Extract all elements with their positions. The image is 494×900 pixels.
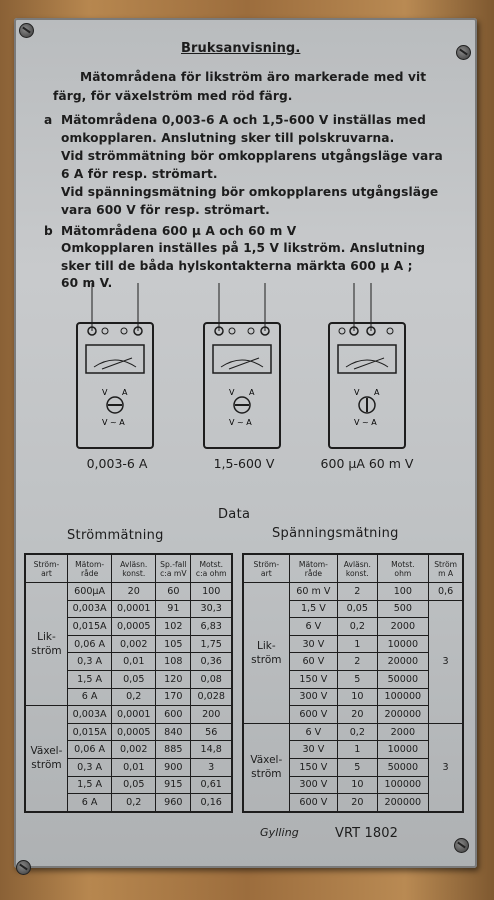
table-cell: 50000 xyxy=(377,670,429,688)
table-cell: 0,0001 xyxy=(112,600,156,618)
table-cell: 0,002 xyxy=(112,635,156,653)
table-cell: 20 xyxy=(112,583,156,601)
table-cell: 600 V xyxy=(289,706,338,724)
table-cell: 0,16 xyxy=(191,794,232,812)
table-cell: 200 xyxy=(191,706,232,724)
table-cell: 0,015A xyxy=(67,618,111,636)
meter-caption: 600 µA 60 m V xyxy=(320,456,414,471)
current-cell: 3 xyxy=(429,723,463,811)
svg-text:A: A xyxy=(122,388,128,397)
table-cell: 0,3 A xyxy=(67,653,111,671)
table-cell: 885 xyxy=(156,741,191,759)
table-cell: 0,01 xyxy=(112,653,156,671)
table-cell: 1,5 V xyxy=(289,600,338,618)
table-cell: 600 xyxy=(156,706,191,724)
table-cell: 0,08 xyxy=(191,670,232,688)
table-cell: 6 V xyxy=(289,618,338,636)
table-cell: 840 xyxy=(156,723,191,741)
table-cell: 20 xyxy=(338,794,377,812)
current-table xyxy=(24,553,233,813)
svg-text:V ~ A: V ~ A xyxy=(102,418,125,427)
intro-line-2: färg, för växelström med röd färg. xyxy=(53,89,293,103)
current-cell: 3 xyxy=(429,600,463,723)
maker-logo: Gylling xyxy=(260,826,299,839)
table-cell: 60 m V xyxy=(289,583,338,601)
table-row xyxy=(243,723,463,741)
table-cell: 600µA xyxy=(67,583,111,601)
table-cell: 50000 xyxy=(377,758,429,776)
column-header: Sp.-fall c:a mV xyxy=(156,554,191,583)
table-header-row xyxy=(243,554,463,583)
screw-icon xyxy=(456,45,471,60)
table-cell: 1,5 A xyxy=(67,670,111,688)
table-cell: 0,05 xyxy=(338,600,377,618)
column-header: Motst. ohm xyxy=(377,554,429,583)
table-cell: 91 xyxy=(156,600,191,618)
column-header: Ström- art xyxy=(243,554,289,583)
item-a-line: Mätområdena 0,003-6 A och 1,5-600 V inställas med xyxy=(61,113,426,127)
table-cell: 0,2 xyxy=(338,618,377,636)
table-cell: 5 xyxy=(338,758,377,776)
table-cell: 100000 xyxy=(377,688,429,706)
table-cell: 30 V xyxy=(289,741,338,759)
column-header: Mätom- råde xyxy=(67,554,111,583)
table-cell: 1 xyxy=(338,635,377,653)
table-cell: 100 xyxy=(377,583,429,601)
table-cell: 0,36 xyxy=(191,653,232,671)
table-cell: 10 xyxy=(338,776,377,794)
table-cell: 3 xyxy=(191,758,232,776)
table-cell: 150 V xyxy=(289,758,338,776)
table-cell: 0,2 xyxy=(338,723,377,741)
table-cell: 30,3 xyxy=(191,600,232,618)
table-cell: 14,8 xyxy=(191,741,232,759)
column-header: Ström m A xyxy=(429,554,463,583)
voltage-table xyxy=(242,553,464,813)
table-cell: 2000 xyxy=(377,723,429,741)
column-header: Avläsn. konst. xyxy=(112,554,156,583)
table-cell: 0,0001 xyxy=(112,706,156,724)
item-a-line: 6 A för resp. strömart. xyxy=(61,167,218,181)
item-a-label: a xyxy=(44,113,53,127)
column-header: Mätom- råde xyxy=(289,554,338,583)
svg-text:V: V xyxy=(102,388,108,397)
item-b-line: sker till de båda hylskontakterna märkta 600 µ A ; xyxy=(61,259,413,273)
table-cell: 0,06 A xyxy=(67,635,111,653)
item-a-line: Vid strömmätning bör omkopplarens utgångsläge vara xyxy=(61,149,443,163)
table-cell: 10000 xyxy=(377,741,429,759)
table-cell: 10 xyxy=(338,688,377,706)
svg-text:A: A xyxy=(249,388,255,397)
column-header: Avläsn. konst. xyxy=(338,554,377,583)
table-cell: 6 A xyxy=(67,688,111,706)
column-header: Ström- art xyxy=(25,554,67,583)
table-cell: 0,06 A xyxy=(67,741,111,759)
table-cell: 1 xyxy=(338,741,377,759)
table-cell: 6,83 xyxy=(191,618,232,636)
voltage-heading: Spänningsmätning xyxy=(272,526,399,541)
table-cell: 2 xyxy=(338,653,377,671)
table-cell: 0,002 xyxy=(112,741,156,759)
table-cell: 0,3 A xyxy=(67,758,111,776)
screw-icon xyxy=(16,860,31,875)
table-cell: 170 xyxy=(156,688,191,706)
table-cell: 100000 xyxy=(377,776,429,794)
item-a-line: omkopplaren. Anslutning sker till polskruvarna. xyxy=(61,131,395,145)
meter-caption: 0,003-6 A xyxy=(86,456,148,471)
table-cell: 20 xyxy=(338,706,377,724)
svg-text:V: V xyxy=(354,388,360,397)
current-heading: Strömmätning xyxy=(67,528,164,543)
table-cell: 2 xyxy=(338,583,377,601)
table-cell: 0,028 xyxy=(191,688,232,706)
item-b-line: 60 m V. xyxy=(61,276,113,290)
meter-diagram-icon xyxy=(72,283,162,453)
table-cell: 60 xyxy=(156,583,191,601)
group-label: Växel- ström xyxy=(25,706,67,812)
table-cell: 102 xyxy=(156,618,191,636)
meter-caption: 1,5-600 V xyxy=(213,456,275,471)
table-cell: 600 V xyxy=(289,794,338,812)
svg-text:V: V xyxy=(229,388,235,397)
table-cell: 300 V xyxy=(289,776,338,794)
table-row xyxy=(25,706,232,724)
table-cell: 200000 xyxy=(377,706,429,724)
table-cell: 0,61 xyxy=(191,776,232,794)
data-heading: Data xyxy=(218,507,251,522)
svg-text:V ~ A: V ~ A xyxy=(229,418,252,427)
group-label: Lik- ström xyxy=(243,583,289,724)
item-b-line: Mätområdena 600 µ A och 60 m V xyxy=(61,224,297,238)
table-cell: 0,0005 xyxy=(112,723,156,741)
table-cell: 0,003A xyxy=(67,706,111,724)
screw-icon xyxy=(19,23,34,38)
table-cell: 1,75 xyxy=(191,635,232,653)
table-cell: 0,015A xyxy=(67,723,111,741)
table-cell: 915 xyxy=(156,776,191,794)
svg-text:A: A xyxy=(374,388,380,397)
svg-text:V ~ A: V ~ A xyxy=(354,418,377,427)
table-cell: 6 V xyxy=(289,723,338,741)
table-cell: 120 xyxy=(156,670,191,688)
table-cell: 0,05 xyxy=(112,670,156,688)
table-cell: 108 xyxy=(156,653,191,671)
table-cell: 960 xyxy=(156,794,191,812)
current-cell: 0,6 xyxy=(429,583,463,601)
table-cell: 0,2 xyxy=(112,794,156,812)
table-cell: 56 xyxy=(191,723,232,741)
table-cell: 105 xyxy=(156,635,191,653)
page-title: Bruksanvisning. xyxy=(181,41,301,56)
table-header-row xyxy=(25,554,232,583)
table-cell: 0,2 xyxy=(112,688,156,706)
table-cell: 0,01 xyxy=(112,758,156,776)
group-label: Lik- ström xyxy=(25,583,67,706)
item-b-label: b xyxy=(44,224,53,238)
table-cell: 5 xyxy=(338,670,377,688)
table-cell: 60 V xyxy=(289,653,338,671)
table-cell: 10000 xyxy=(377,635,429,653)
table-row xyxy=(25,583,232,601)
table-cell: 100 xyxy=(191,583,232,601)
table-cell: 1,5 A xyxy=(67,776,111,794)
meter-diagram-icon xyxy=(199,283,289,453)
item-a-line: Vid spänningsmätning bör omkopplarens utgångsläge xyxy=(61,185,439,199)
table-cell: 0,003A xyxy=(67,600,111,618)
table-cell: 300 V xyxy=(289,688,338,706)
table-cell: 6 A xyxy=(67,794,111,812)
intro-line-1: Mätområdena för likström äro markerade med vit xyxy=(80,70,427,84)
group-label: Växel- ström xyxy=(243,723,289,811)
table-cell: 0,05 xyxy=(112,776,156,794)
table-cell: 0,0005 xyxy=(112,618,156,636)
table-cell: 30 V xyxy=(289,635,338,653)
table-cell: 200000 xyxy=(377,794,429,812)
meter-diagram-icon xyxy=(324,283,414,453)
model-number: VRT 1802 xyxy=(335,826,398,841)
table-cell: 900 xyxy=(156,758,191,776)
table-cell: 150 V xyxy=(289,670,338,688)
table-cell: 20000 xyxy=(377,653,429,671)
table-cell: 500 xyxy=(377,600,429,618)
table-row xyxy=(243,583,463,601)
item-b-line: Omkopplaren inställes på 1,5 V likström. Anslutning xyxy=(61,241,426,255)
item-a-line: vara 600 V för resp. strömart. xyxy=(61,203,270,217)
table-cell: 2000 xyxy=(377,618,429,636)
screw-icon xyxy=(454,838,469,853)
column-header: Motst. c:a ohm xyxy=(191,554,232,583)
instruction-plate xyxy=(14,18,477,868)
